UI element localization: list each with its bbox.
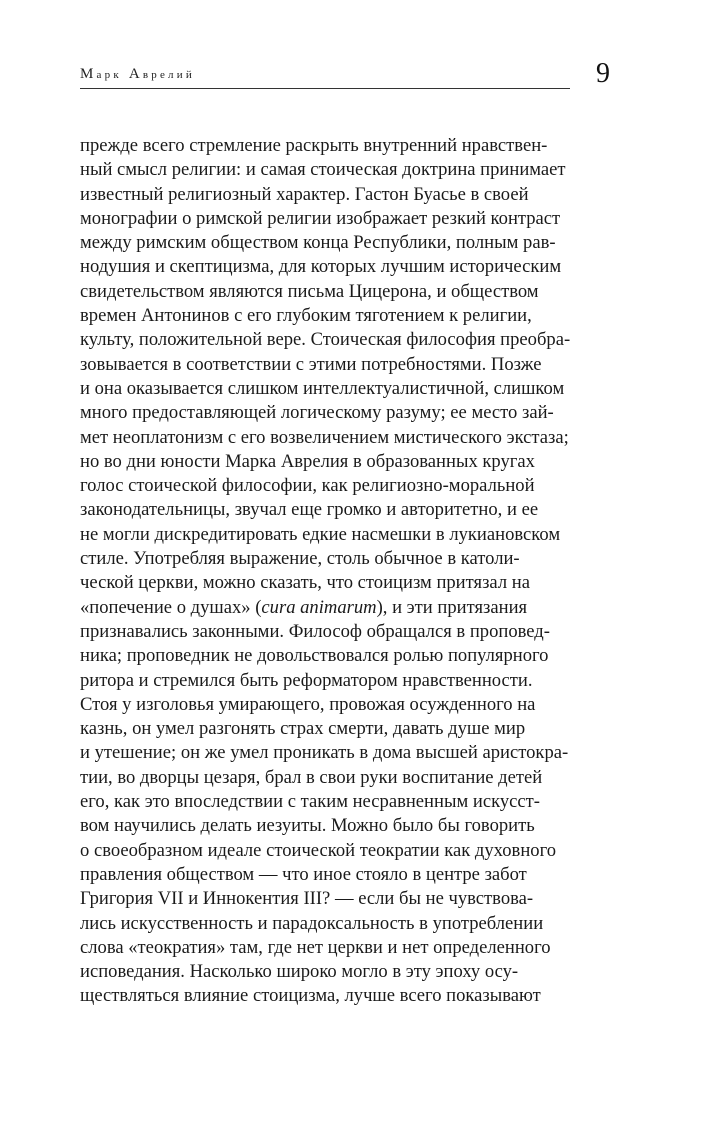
text-line: исповедания. Насколько широко могло в эту эпоху осу- [80, 961, 519, 983]
text-line: его, как это впоследствии с таким несравненным искусст- [80, 791, 540, 813]
text-line: не могли дискредитировать едкие насмешки в лукиановском [80, 523, 561, 545]
text-line: времен Антонинов с его глубоким тяготением к религии, [80, 305, 532, 327]
text-line: казнь, он умел разгонять страх смерти, давать душе мир [80, 718, 526, 740]
text-line: ческой церкви, можно сказать, что стоицизм притязал на [80, 572, 530, 594]
body-text [80, 134, 640, 1009]
text-line-after: ), и эти притязания [376, 596, 528, 618]
running-title-initial-2: А [128, 66, 143, 82]
text-line: ритора и стремился быть реформатором нравственности. [80, 669, 533, 691]
text-line: нодушия и скептицизма, для которых лучшим историческим [80, 256, 562, 278]
text-line: тии, во дворцы цезаря, брал в свои руки воспитание детей [80, 766, 543, 788]
text-line: культу, положительной вере. Стоическая философия преобра- [80, 329, 571, 351]
text-line: законодательницы, звучал еще громко и авторитетно, и ее [80, 499, 539, 521]
text-line: голос стоической философии, как религиозно-моральной [80, 475, 535, 497]
text-line: мет неоплатонизм с его возвеличением мистического экстаза; [80, 426, 569, 448]
text-line: свидетельством являются письма Цицерона, и обществом [80, 280, 539, 302]
text-line: стиле. Употребляя выражение, столь обычное в католи- [80, 548, 520, 570]
text-line: правления обществом — что иное стояло в центре забот [80, 863, 527, 885]
text-line: о своеобразном идеале стоической теократии как духовного [80, 839, 557, 861]
text-line: признавались законными. Философ обращался в проповед- [80, 620, 550, 642]
text-line: лись искусственность и парадоксальность в употреблении [80, 912, 544, 934]
latin-phrase: cura animarum [261, 596, 377, 618]
text-line: вом научились делать иезуиты. Можно было бы говорить [80, 815, 535, 837]
text-line: ществляться влияние стоицизма, лучше всего показывают [80, 985, 541, 1007]
text-line: много предоставляющей логическому разуму; ее место зай- [80, 402, 554, 424]
running-title-rest-2: врелий [142, 69, 195, 81]
running-title [80, 66, 195, 83]
text-line [80, 596, 640, 620]
text-line: монографии о римской религии изображает резкий контраст [80, 207, 561, 229]
text-line: и она оказывается слишком интеллектуалистичной, слишком [80, 377, 565, 399]
running-title-initial-1: М [80, 66, 97, 82]
text-line: ника; проповедник не довольствовался ролью популярного [80, 645, 549, 667]
header-rule [80, 88, 570, 89]
text-line: но во дни юности Марка Аврелия в образованных кругах [80, 450, 535, 472]
text-line: Григория VII и Иннокентия III? — если бы не чувствова- [80, 888, 534, 910]
running-title-rest-1: арк [96, 69, 122, 81]
text-line: слова «теократия» там, где нет церкви и нет определенного [80, 936, 551, 958]
text-line-before: «попечение о душах» ( [80, 596, 262, 618]
text-line: Стоя у изголовья умирающего, провожая осужденного на [80, 693, 536, 715]
text-line: между римским обществом конца Республики, полным рав- [80, 232, 556, 254]
text-line: ный смысл религии: и самая стоическая доктрина принимает [80, 159, 566, 181]
page-number: 9 [596, 58, 610, 89]
text-line: прежде всего стремление раскрыть внутренний нравствен- [80, 135, 548, 156]
text-line: и утешение; он же умел проникать в дома высшей аристокра- [80, 742, 569, 764]
text-line: известный религиозный характер. Гастон Буасье в своей [80, 183, 529, 205]
text-line: зовывается в соответствии с этими потребностями. Позже [80, 353, 542, 375]
